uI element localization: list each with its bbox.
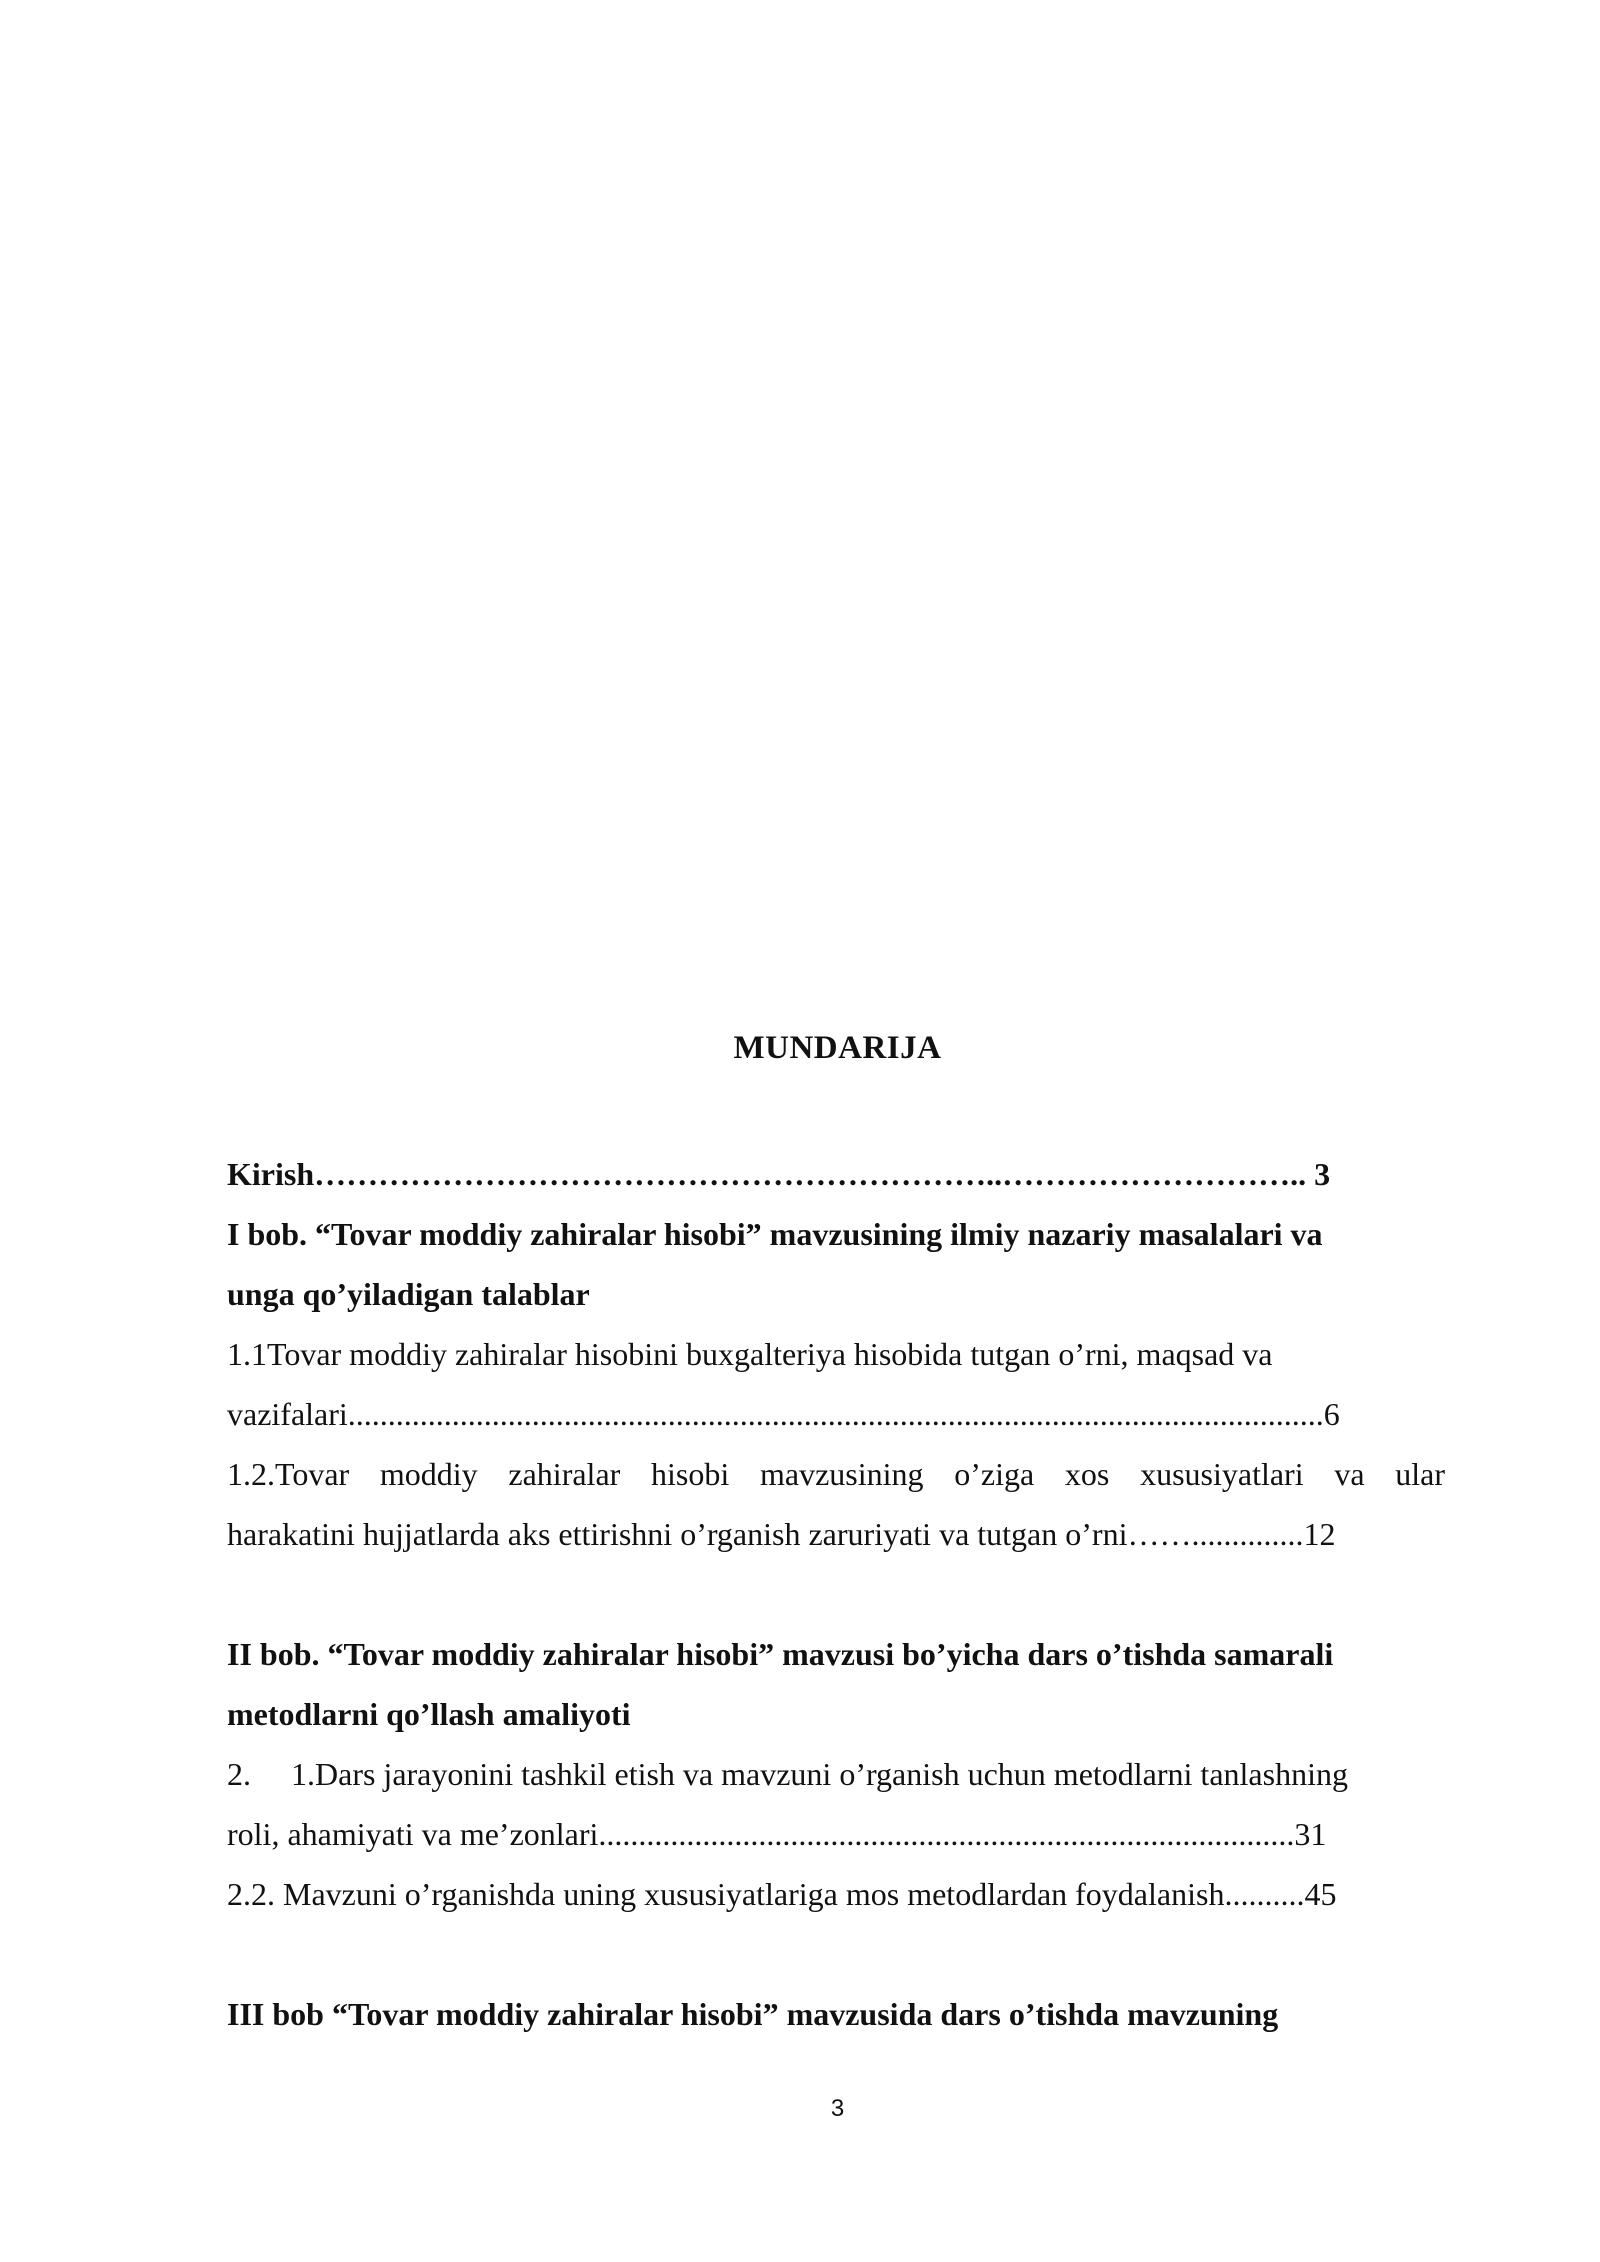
toc-section-2-1-line-1: 2. 1.Dars jarayonini tashkil etish va mavzuni o’rganish uchun metodlarni tanlashning [227,1756,1348,1792]
toc-chapter-3-line-1: III bob “Tovar moddiy zahiralar hisobi” mavzusida dars o’tishda mavzuning [227,1996,1279,2032]
page-title: MUNDARIJA [733,1030,942,1066]
toc-section-1-2-line-2: harakatini hujjatlarda aks ettirishni o’rganish zaruriyati va tutgan o’rni……..............12 [227,1516,1336,1552]
toc-chapter-2-line-1: II bob. “Tovar moddiy zahiralar hisobi” mavzusi bo’yicha dars o’tishda samarali [227,1636,1334,1672]
toc-spacer [227,1924,1445,1984]
toc-section-1-2-line-1: 1.2.Tovar moddiy zahiralar hisobi mavzusining o’ziga xos xususiyatlari va ular [227,1456,1445,1492]
toc-section-1-1-line-2: vazifalari..........................................................................................................................6 [227,1396,1340,1432]
toc-entry-kirish [227,1144,1445,1204]
toc-section-2-2-line-1: 2.2. Mavzuni o’rganishda uning xususiyatlariga mos metodlardan foydalanish..........45 [227,1876,1337,1912]
table-of-contents [227,1144,1445,2044]
toc-chapter-2-line-2: metodlarni qo’llash amaliyoti [227,1696,631,1732]
toc-section-2-1-line-2: roli, ahamiyati va me’zonlari.......................................................................................31 [227,1816,1327,1852]
page-number: 3 [830,2095,845,2122]
toc-chapter-1-line-1: I bob. “Tovar moddiy zahiralar hisobi” mavzusining ilmiy nazariy masalalari va [227,1216,1323,1252]
toc-spacer [227,1564,1445,1624]
toc-chapter-1-line-2: unga qo’yiladigan talablar [227,1276,590,1312]
toc-section-1-1-line-1: 1.1Tovar moddiy zahiralar hisobini buxgalteriya hisobida tutgan o’rni, maqsad va [227,1336,1273,1372]
toc-kirish-text: Kirish………………………………………………………..……………………….. 3 [227,1156,1331,1192]
